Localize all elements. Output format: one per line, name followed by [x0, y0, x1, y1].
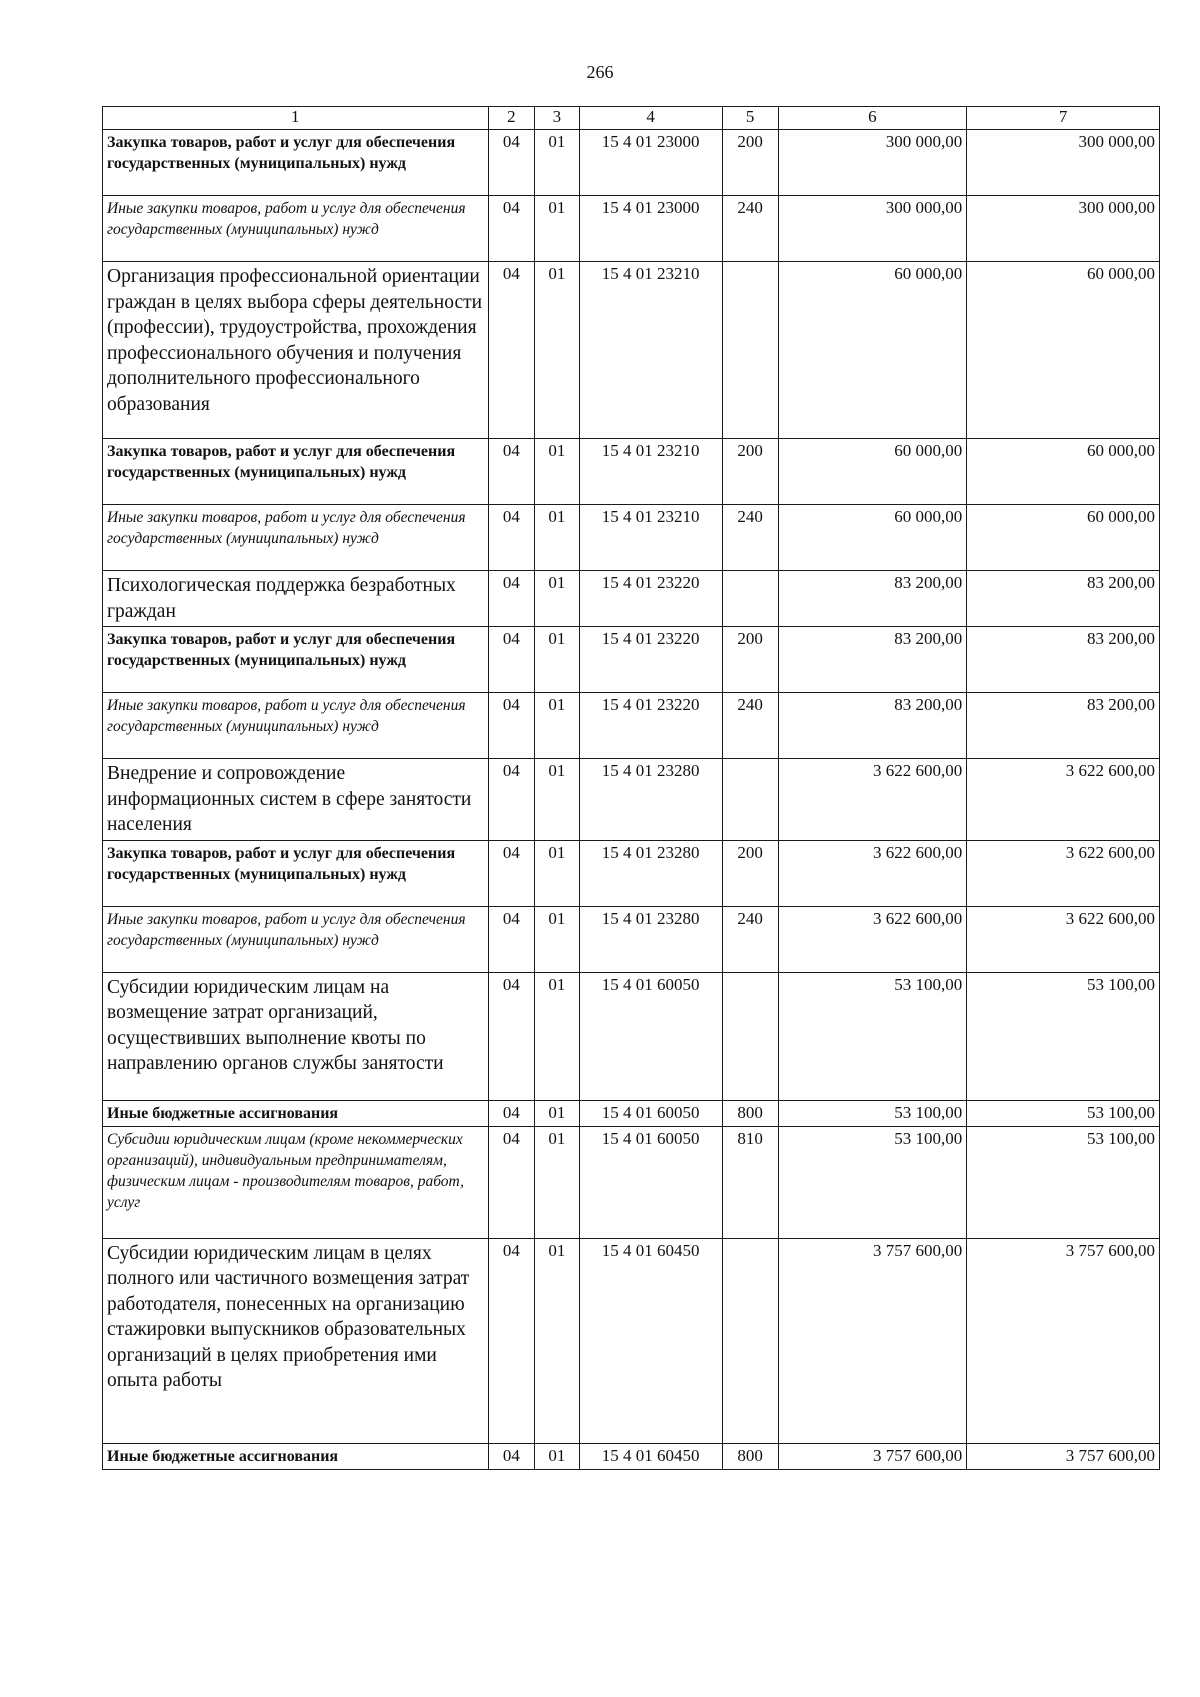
- row-section: 04: [488, 1126, 535, 1238]
- row-target-article: 15 4 01 60050: [579, 1100, 722, 1126]
- row-section: 04: [488, 840, 535, 906]
- row-amount-year-1: 3 757 600,00: [778, 1238, 967, 1443]
- row-amount-year-1: 60 000,00: [778, 439, 967, 505]
- row-subsection: 01: [535, 196, 579, 262]
- row-target-article: 15 4 01 23210: [579, 262, 722, 439]
- row-name: Закупка товаров, работ и услуг для обеспечения государственных (муниципальных) нужд: [103, 840, 489, 906]
- row-subsection: 01: [535, 505, 579, 571]
- row-subsection: 01: [535, 1443, 579, 1469]
- row-section: 04: [488, 1443, 535, 1469]
- row-section: 04: [488, 627, 535, 693]
- row-amount-year-2: 60 000,00: [967, 505, 1160, 571]
- row-name: Организация профессиональной ориентации граждан в целях выбора сферы деятельности (профессии), трудоустройства, прохождения профессионального обучения и получения дополнительного профессионального образования: [103, 262, 489, 439]
- column-header: 3: [535, 107, 579, 130]
- row-section: 04: [488, 196, 535, 262]
- row-amount-year-2: 83 200,00: [967, 627, 1160, 693]
- row-subsection: 01: [535, 130, 579, 196]
- row-name: Иные закупки товаров, работ и услуг для обеспечения государственных (муниципальных) нужд: [103, 505, 489, 571]
- table-row: [103, 693, 1160, 759]
- row-expense-type: 810: [722, 1126, 778, 1238]
- row-name: Субсидии юридическим лицам на возмещение затрат организаций, осуществивших выполнение квоты по направлению органов службы занятости: [103, 972, 489, 1100]
- table-row: [103, 262, 1160, 439]
- row-section: 04: [488, 439, 535, 505]
- row-expense-type: 240: [722, 693, 778, 759]
- row-name: Иные бюджетные ассигнования: [103, 1100, 489, 1126]
- row-amount-year-2: 83 200,00: [967, 693, 1160, 759]
- row-name: Иные закупки товаров, работ и услуг для обеспечения государственных (муниципальных) нужд: [103, 196, 489, 262]
- row-expense-type: [722, 1238, 778, 1443]
- row-expense-type: 240: [722, 505, 778, 571]
- row-amount-year-1: 3 622 600,00: [778, 840, 967, 906]
- row-amount-year-1: 60 000,00: [778, 505, 967, 571]
- row-subsection: 01: [535, 759, 579, 841]
- table-row: [103, 972, 1160, 1100]
- row-target-article: 15 4 01 23000: [579, 130, 722, 196]
- table-row: [103, 1100, 1160, 1126]
- row-amount-year-1: 83 200,00: [778, 627, 967, 693]
- row-section: 04: [488, 1100, 535, 1126]
- column-header: 2: [488, 107, 535, 130]
- row-expense-type: 240: [722, 906, 778, 972]
- row-amount-year-2: 53 100,00: [967, 972, 1160, 1100]
- row-amount-year-1: 60 000,00: [778, 262, 967, 439]
- row-expense-type: [722, 972, 778, 1100]
- table-row: [103, 759, 1160, 841]
- row-subsection: 01: [535, 840, 579, 906]
- row-amount-year-1: 53 100,00: [778, 1126, 967, 1238]
- row-amount-year-2: 3 622 600,00: [967, 906, 1160, 972]
- row-name: Иные закупки товаров, работ и услуг для обеспечения государственных (муниципальных) нужд: [103, 693, 489, 759]
- row-target-article: 15 4 01 23000: [579, 196, 722, 262]
- row-section: 04: [488, 505, 535, 571]
- table-row: [103, 1443, 1160, 1469]
- row-target-article: 15 4 01 23220: [579, 693, 722, 759]
- row-expense-type: 200: [722, 840, 778, 906]
- row-name: Иные закупки товаров, работ и услуг для обеспечения государственных (муниципальных) нужд: [103, 906, 489, 972]
- row-expense-type: [722, 262, 778, 439]
- row-expense-type: [722, 759, 778, 841]
- row-amount-year-1: 300 000,00: [778, 130, 967, 196]
- row-name: Закупка товаров, работ и услуг для обеспечения государственных (муниципальных) нужд: [103, 130, 489, 196]
- table-row: [103, 439, 1160, 505]
- column-header: 1: [103, 107, 489, 130]
- row-section: 04: [488, 1238, 535, 1443]
- column-header: 7: [967, 107, 1160, 130]
- row-amount-year-2: 60 000,00: [967, 439, 1160, 505]
- table-row: [103, 627, 1160, 693]
- row-subsection: 01: [535, 262, 579, 439]
- table-row: [103, 130, 1160, 196]
- row-target-article: 15 4 01 23280: [579, 840, 722, 906]
- row-subsection: 01: [535, 1238, 579, 1443]
- row-amount-year-1: 83 200,00: [778, 571, 967, 627]
- row-amount-year-1: 53 100,00: [778, 972, 967, 1100]
- table-row: [103, 906, 1160, 972]
- row-section: 04: [488, 759, 535, 841]
- row-section: 04: [488, 906, 535, 972]
- row-section: 04: [488, 972, 535, 1100]
- row-expense-type: 200: [722, 130, 778, 196]
- table-row: [103, 505, 1160, 571]
- table-row: [103, 1126, 1160, 1238]
- row-expense-type: 800: [722, 1100, 778, 1126]
- row-subsection: 01: [535, 972, 579, 1100]
- table-header-row: [103, 107, 1160, 130]
- row-expense-type: 240: [722, 196, 778, 262]
- row-amount-year-1: 300 000,00: [778, 196, 967, 262]
- row-amount-year-2: 300 000,00: [967, 130, 1160, 196]
- row-name: Психологическая поддержка безработных граждан: [103, 571, 489, 627]
- table-row: [103, 196, 1160, 262]
- row-expense-type: 200: [722, 627, 778, 693]
- row-subsection: 01: [535, 439, 579, 505]
- row-section: 04: [488, 693, 535, 759]
- row-amount-year-2: 3 757 600,00: [967, 1443, 1160, 1469]
- row-name: Субсидии юридическим лицам (кроме некоммерческих организаций), индивидуальным предпринимателям, физическим лицам - производителям товаров, работ, услуг: [103, 1126, 489, 1238]
- row-amount-year-1: 3 757 600,00: [778, 1443, 967, 1469]
- table-row: [103, 840, 1160, 906]
- row-target-article: 15 4 01 23280: [579, 906, 722, 972]
- row-amount-year-2: 3 622 600,00: [967, 759, 1160, 841]
- row-section: 04: [488, 130, 535, 196]
- row-target-article: 15 4 01 23220: [579, 571, 722, 627]
- row-target-article: 15 4 01 23210: [579, 505, 722, 571]
- row-subsection: 01: [535, 571, 579, 627]
- row-amount-year-1: 3 622 600,00: [778, 759, 967, 841]
- row-subsection: 01: [535, 693, 579, 759]
- row-target-article: 15 4 01 23220: [579, 627, 722, 693]
- row-name: Субсидии юридическим лицам в целях полного или частичного возмещения затрат работодателя, понесенных на организацию стажировки выпускников образовательных организаций в целях приобретения ими опыта работы: [103, 1238, 489, 1443]
- row-subsection: 01: [535, 1100, 579, 1126]
- table-row: [103, 571, 1160, 627]
- row-amount-year-1: 53 100,00: [778, 1100, 967, 1126]
- row-target-article: 15 4 01 23210: [579, 439, 722, 505]
- page-number: 266: [586, 62, 614, 82]
- column-header: 5: [722, 107, 778, 130]
- row-target-article: 15 4 01 60050: [579, 1126, 722, 1238]
- row-amount-year-1: 83 200,00: [778, 693, 967, 759]
- row-target-article: 15 4 01 60450: [579, 1443, 722, 1469]
- row-subsection: 01: [535, 1126, 579, 1238]
- row-amount-year-1: 3 622 600,00: [778, 906, 967, 972]
- row-amount-year-2: 53 100,00: [967, 1100, 1160, 1126]
- row-target-article: 15 4 01 23280: [579, 759, 722, 841]
- row-name: Закупка товаров, работ и услуг для обеспечения государственных (муниципальных) нужд: [103, 627, 489, 693]
- row-subsection: 01: [535, 627, 579, 693]
- column-header: 4: [579, 107, 722, 130]
- row-section: 04: [488, 571, 535, 627]
- budget-table: [102, 106, 1160, 1470]
- row-amount-year-2: 60 000,00: [967, 262, 1160, 439]
- row-target-article: 15 4 01 60050: [579, 972, 722, 1100]
- row-expense-type: [722, 571, 778, 627]
- row-section: 04: [488, 262, 535, 439]
- table-row: [103, 1238, 1160, 1443]
- row-name: Иные бюджетные ассигнования: [103, 1443, 489, 1469]
- row-subsection: 01: [535, 906, 579, 972]
- row-amount-year-2: 300 000,00: [967, 196, 1160, 262]
- row-expense-type: 200: [722, 439, 778, 505]
- row-name: Закупка товаров, работ и услуг для обеспечения государственных (муниципальных) нужд: [103, 439, 489, 505]
- row-target-article: 15 4 01 60450: [579, 1238, 722, 1443]
- row-name: Внедрение и сопровождение информационных систем в сфере занятости населения: [103, 759, 489, 841]
- row-amount-year-2: 53 100,00: [967, 1126, 1160, 1238]
- row-amount-year-2: 3 622 600,00: [967, 840, 1160, 906]
- row-amount-year-2: 3 757 600,00: [967, 1238, 1160, 1443]
- row-expense-type: 800: [722, 1443, 778, 1469]
- column-header: 6: [778, 107, 967, 130]
- row-amount-year-2: 83 200,00: [967, 571, 1160, 627]
